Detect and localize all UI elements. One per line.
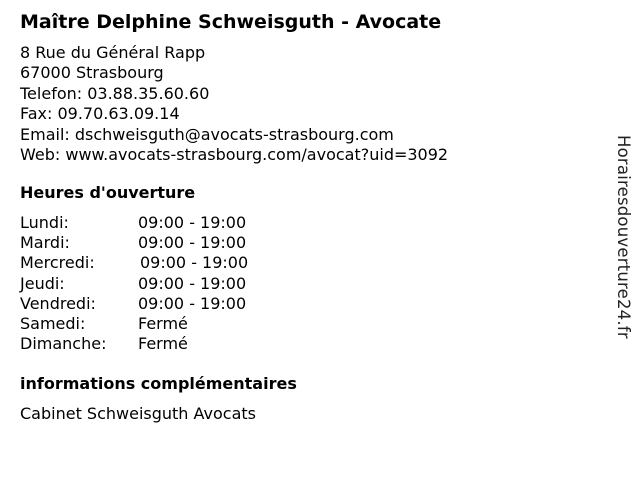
hours-row-monday	[20, 213, 320, 233]
hours-row-friday	[20, 294, 320, 314]
day-hours: Fermé	[138, 313, 188, 333]
site-watermark	[611, 135, 635, 345]
hours-row-thursday	[20, 274, 320, 294]
opening-hours-heading: Heures d'ouverture	[20, 183, 196, 202]
day-label: Lundi:	[20, 213, 69, 232]
fax-number: Fax: 09.70.63.09.14	[20, 104, 180, 124]
day-hours: 09:00 - 19:00	[138, 213, 247, 232]
opening-hours-list	[20, 213, 320, 354]
day-label: Mardi:	[20, 233, 70, 253]
day-label: Vendredi:	[20, 293, 96, 313]
additional-info-text: Cabinet Schweisguth Avocats	[20, 404, 256, 423]
page-title: Maître Delphine Schweisguth - Avocate	[20, 11, 442, 33]
hours-row-sunday	[20, 334, 320, 354]
day-hours: Fermé	[138, 334, 188, 354]
hours-row-tuesday	[20, 233, 320, 253]
day-hours: 09:00 - 19:00	[138, 273, 247, 293]
day-label: Samedi:	[20, 313, 86, 333]
contact-block	[20, 43, 448, 165]
phone-number: Telefon: 03.88.35.60.60	[20, 83, 210, 103]
address-street: 8 Rue du Général Rapp	[20, 43, 206, 62]
day-hours: 09:00 - 19:00	[140, 253, 249, 273]
day-label: Mercredi:	[20, 253, 95, 273]
website-link: Web: www.avocats-strasbourg.com/avocat?uid=3092	[20, 144, 449, 164]
address-city: 67000 Strasbourg	[20, 63, 164, 83]
hours-row-wednesday	[20, 253, 320, 273]
hours-row-saturday	[20, 314, 320, 334]
day-hours: 09:00 - 19:00	[138, 293, 247, 313]
day-hours: 09:00 - 19:00	[138, 233, 247, 253]
email-address: Email: dschweisguth@avocats-strasbourg.com	[20, 124, 394, 144]
day-label: Jeudi:	[20, 273, 65, 293]
day-label: Dimanche:	[20, 334, 107, 354]
watermark-text: Horairesdouverture24.fr	[614, 135, 633, 339]
additional-info-heading: informations complémentaires	[20, 374, 297, 393]
